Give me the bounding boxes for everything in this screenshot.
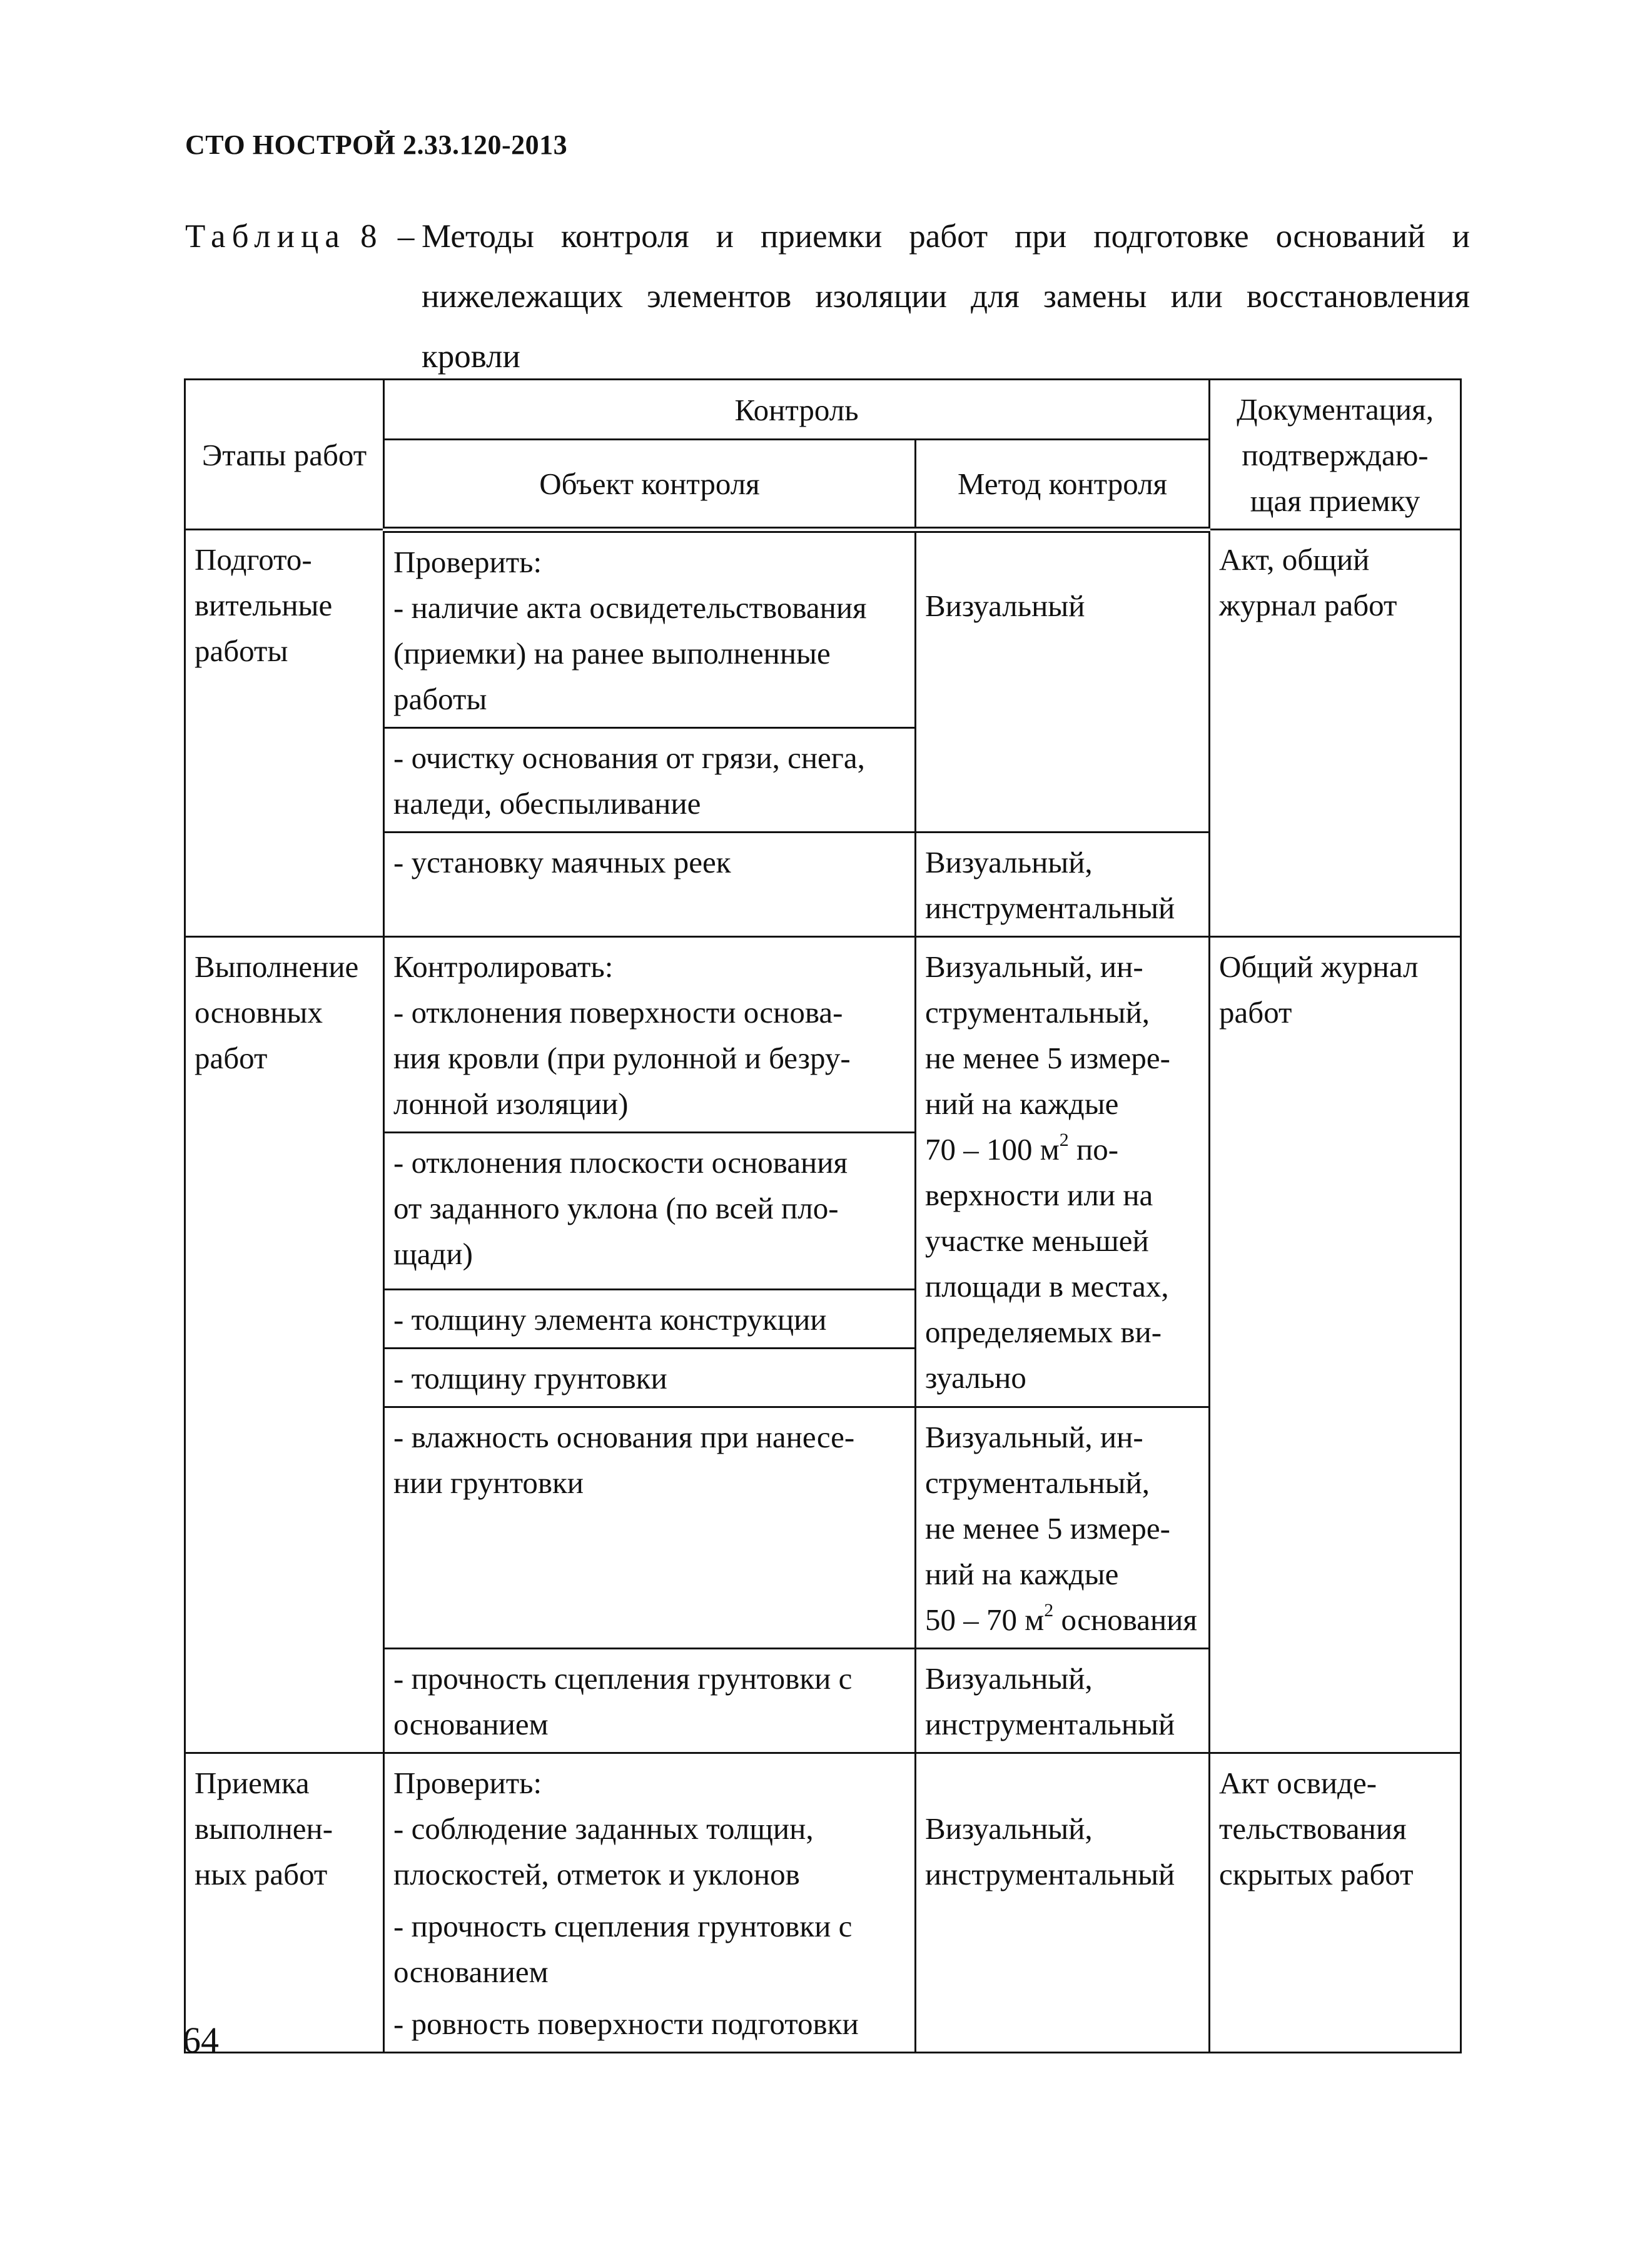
header-docs xyxy=(1210,380,1461,530)
method-line: ний на каждые xyxy=(925,1556,1119,1591)
stage-cell xyxy=(185,1753,384,2052)
method-line: участке меньшей xyxy=(925,1223,1149,1258)
object-line: лонной изоляции) xyxy=(393,1086,629,1121)
page-number: 64 xyxy=(183,2020,219,2060)
method-line: струментальный, xyxy=(925,1465,1150,1500)
object-line: плоскостей, отметок и уклонов xyxy=(393,1856,800,1891)
object-cell xyxy=(384,530,916,728)
method-line: ний на каждые xyxy=(925,1086,1119,1121)
object-line: - влажность основания при нанесе- xyxy=(393,1419,855,1454)
method-text: 70 – 100 м xyxy=(925,1131,1060,1167)
header-docs-line: подтверждаю- xyxy=(1242,438,1429,472)
object-line: Проверить: xyxy=(393,1765,542,1800)
docs-line: журнал работ xyxy=(1219,588,1397,622)
object-cell xyxy=(384,832,916,936)
table-row xyxy=(185,1753,1461,2052)
stage-cell xyxy=(185,530,384,937)
object-line: наледи, обеспыливание xyxy=(393,786,701,821)
object-cell xyxy=(384,1648,916,1753)
object-line: (приемки) на ранее выполненные xyxy=(393,635,831,671)
object-line: - толщину грунтовки xyxy=(393,1360,667,1395)
method-cell xyxy=(916,1753,1210,2052)
table-row xyxy=(185,936,1461,1132)
object-line: - отклонения плоскости основания xyxy=(393,1145,848,1180)
object-cell xyxy=(384,727,916,832)
table-row xyxy=(185,530,1461,728)
method-line: площади в местах, xyxy=(925,1268,1169,1304)
method-line: Визуальный, ин- xyxy=(925,949,1143,984)
object-line: - отклонения поверхности основа- xyxy=(393,995,843,1030)
method-line: зуально xyxy=(925,1360,1026,1395)
method-line xyxy=(925,1597,1200,1643)
docs-line: работ xyxy=(1219,995,1292,1030)
object-line: Контролировать: xyxy=(393,949,614,984)
header-docs-line: щая приемку xyxy=(1250,483,1420,518)
object-line: нии грунтовки xyxy=(393,1465,584,1500)
object-line: - прочность сцепления грунтовки с xyxy=(393,1661,853,1696)
superscript: 2 xyxy=(1044,1599,1054,1621)
method-line: Визуальный, xyxy=(925,1811,1093,1846)
docs-cell xyxy=(1210,1753,1461,2052)
object-line: - наличие акта освидетельствования xyxy=(393,590,867,625)
stage-line: Выполнение xyxy=(195,949,359,984)
object-line: - прочность сцепления грунтовки с xyxy=(393,1908,853,1943)
method-line: верхности или на xyxy=(925,1177,1153,1212)
method-line: Визуальный, xyxy=(925,1661,1093,1696)
stage-line: работы xyxy=(195,634,288,668)
docs-line: Акт, общий xyxy=(1219,542,1370,577)
method-cell xyxy=(916,936,1210,1407)
method-cell xyxy=(916,1407,1210,1648)
docs-line: тельствования xyxy=(1219,1811,1407,1846)
control-methods-table xyxy=(184,378,1462,2053)
object-line: основанием xyxy=(393,1706,549,1741)
method-line: Визуальный xyxy=(925,588,1085,623)
docs-line: Акт освиде- xyxy=(1219,1765,1377,1800)
object-line: основанием xyxy=(393,1954,549,1989)
docs-line: скрытых работ xyxy=(1219,1856,1414,1891)
method-text: 50 – 70 м xyxy=(925,1602,1045,1637)
method-line: инструментальный xyxy=(925,1706,1175,1741)
method-line: не менее 5 измере- xyxy=(925,1040,1170,1075)
method-line: инструментальный xyxy=(925,1856,1175,1891)
table-caption-text: Методы контроля и приемки работ при подготовке оснований и нижележащих элементов изоляции для замены или восстановления кровли xyxy=(422,218,1470,375)
stage-line: Приемка xyxy=(195,1765,310,1800)
stage-line: работ xyxy=(195,1040,268,1075)
object-line: - соблюдение заданных толщин, xyxy=(393,1811,814,1846)
table-caption xyxy=(185,206,1470,387)
object-cell xyxy=(384,1407,916,1648)
object-line: ния кровли (при рулонной и безру- xyxy=(393,1040,851,1075)
object-line: щади) xyxy=(393,1236,473,1271)
method-line: не менее 5 измере- xyxy=(925,1511,1170,1546)
docs-cell xyxy=(1210,936,1461,1753)
method-cell xyxy=(916,1648,1210,1753)
object-line: - толщину элемента конструкции xyxy=(393,1302,827,1337)
method-line: Визуальный, ин- xyxy=(925,1419,1143,1454)
header-stage: Этапы работ xyxy=(185,380,384,530)
method-line: определяемых ви- xyxy=(925,1314,1162,1349)
method-cell xyxy=(916,832,1210,936)
object-line: - ровность поверхности подготовки xyxy=(393,2006,859,2041)
table-header-row xyxy=(185,380,1461,440)
stage-line: выполнен- xyxy=(195,1811,333,1846)
stage-line: Подгото- xyxy=(195,542,312,577)
header-control: Контроль xyxy=(384,380,1210,440)
object-cell xyxy=(384,936,916,1132)
object-line: Проверить: xyxy=(393,544,542,579)
object-line: - установку маячных реек xyxy=(393,844,731,879)
object-line: - очистку основания от грязи, снега, xyxy=(393,740,865,775)
method-line: струментальный, xyxy=(925,995,1150,1030)
object-line: работы xyxy=(393,681,487,716)
method-text: по- xyxy=(1068,1131,1119,1167)
method-text: основания xyxy=(1053,1602,1197,1637)
header-object: Объект контроля xyxy=(384,439,916,530)
method-line: инструментальный xyxy=(925,890,1175,925)
object-line: от заданного уклона (по всей пло- xyxy=(393,1190,839,1225)
method-line xyxy=(925,1126,1200,1172)
stage-line: основных xyxy=(195,995,323,1030)
method-line: Визуальный, xyxy=(925,844,1093,879)
superscript: 2 xyxy=(1059,1129,1069,1150)
object-cell xyxy=(384,1753,916,2052)
object-cell xyxy=(384,1348,916,1407)
stage-cell xyxy=(185,936,384,1753)
document-code: СТО НОСТРОЙ 2.33.120-2013 xyxy=(185,129,568,160)
table-caption-label: Таблица 8 – xyxy=(185,218,421,255)
header-method: Метод контроля xyxy=(916,439,1210,530)
header-docs-line: Документация, xyxy=(1237,392,1434,427)
stage-line: ных работ xyxy=(195,1856,328,1891)
stage-line: вительные xyxy=(195,588,333,622)
method-cell xyxy=(916,530,1210,833)
object-cell xyxy=(384,1132,916,1289)
object-cell xyxy=(384,1289,916,1348)
docs-cell xyxy=(1210,530,1461,937)
docs-line: Общий журнал xyxy=(1219,949,1419,984)
